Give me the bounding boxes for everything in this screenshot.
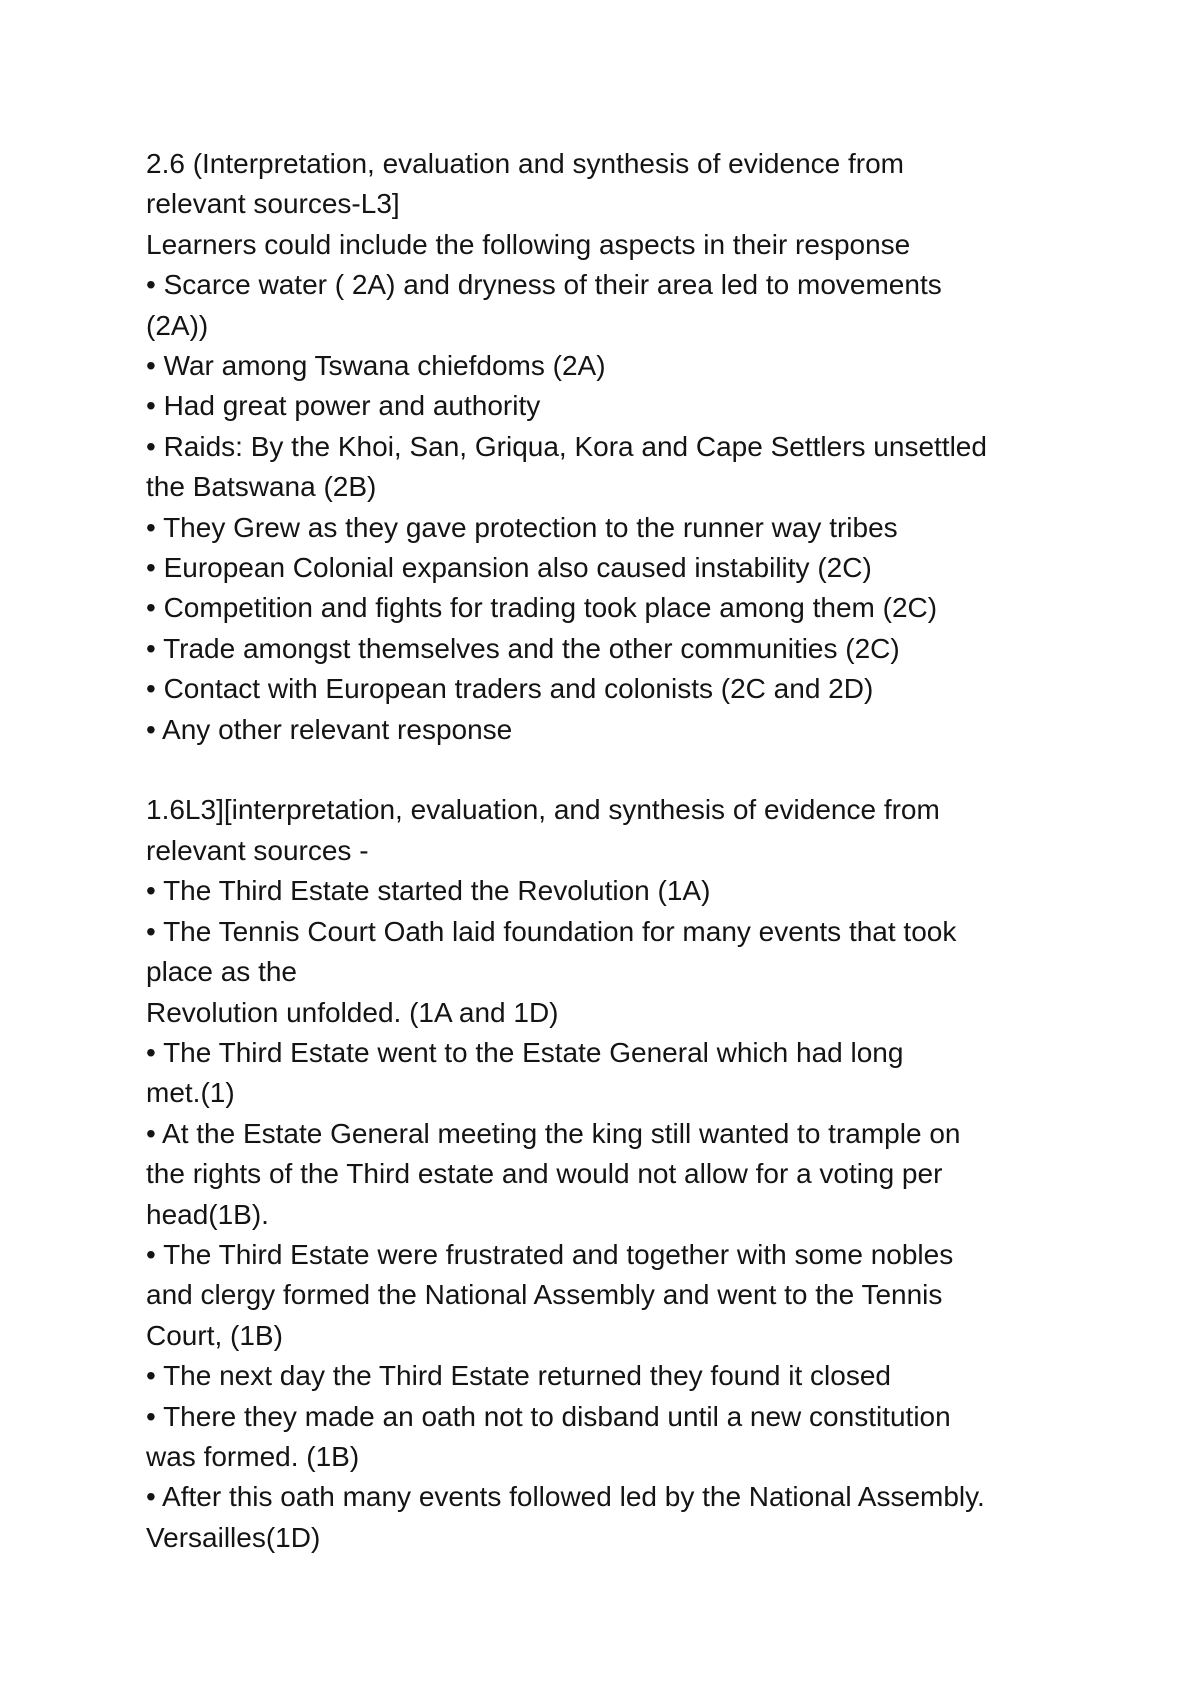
bullet-continuation-line: Versailles(1D) — [146, 1521, 321, 1553]
bullet-line: • Any other relevant response — [146, 713, 513, 745]
bullet-line: • The Third Estate went to the Estate General which had long — [146, 1036, 904, 1068]
section-heading-line: relevant sources - — [146, 834, 369, 866]
bullet-line: • Raids: By the Khoi, San, Griqua, Kora and Cape Settlers unsettled — [146, 430, 987, 462]
bullet-line: • Trade amongst themselves and the other communities (2C) — [146, 632, 900, 664]
section-heading-line: 1.6L3][interpretation, evaluation, and synthesis of evidence from — [146, 794, 940, 826]
bullet-continuation-line: head(1B). — [146, 1198, 269, 1230]
bullet-line: • War among Tswana chiefdoms (2A) — [146, 350, 606, 382]
bullet-continuation-line: place as the — [146, 956, 297, 988]
bullet-line: • At the Estate General meeting the king still wanted to trample on — [146, 1117, 961, 1149]
intro-line: Learners could include the following aspects in their response — [146, 228, 911, 260]
bullet-line: • European Colonial expansion also caused instability (2C) — [146, 552, 872, 584]
section-1-6 — [146, 790, 1086, 1558]
bullet-continuation-line: the rights of the Third estate and would not allow for a voting per — [146, 1158, 943, 1190]
bullet-line: • There they made an oath not to disband until a new constitution — [146, 1400, 951, 1432]
document-body — [146, 144, 1086, 1558]
bullet-continuation-line: Revolution unfolded. (1A and 1D) — [146, 996, 559, 1028]
section-heading-line: relevant sources-L3] — [146, 188, 400, 220]
bullet-line: • Scarce water ( 2A) and dryness of their area led to movements — [146, 269, 942, 301]
bullet-line: • Had great power and authority — [146, 390, 541, 422]
bullet-continuation-line: (2A)) — [146, 309, 209, 341]
bullet-line: • Competition and fights for trading took place among them (2C) — [146, 592, 938, 624]
bullet-continuation-line: was formed. (1B) — [146, 1440, 360, 1472]
bullet-line: • The Third Estate were frustrated and together with some nobles — [146, 1238, 954, 1270]
bullet-line: • After this oath many events followed led by the National Assembly. — [146, 1481, 985, 1513]
bullet-line: • They Grew as they gave protection to the runner way tribes — [146, 511, 898, 543]
bullet-line: • The Tennis Court Oath laid foundation for many events that took — [146, 915, 957, 947]
bullet-continuation-line: met.(1) — [146, 1077, 235, 1109]
section-heading-line: 2.6 (Interpretation, evaluation and synthesis of evidence from — [146, 148, 904, 179]
section-spacer — [146, 750, 1086, 790]
bullet-continuation-line: the Batswana (2B) — [146, 471, 377, 503]
bullet-line: • The next day the Third Estate returned they found it closed — [146, 1360, 891, 1392]
bullet-continuation-line: Court, (1B) — [146, 1319, 283, 1351]
bullet-line: • The Third Estate started the Revolution (1A) — [146, 875, 711, 907]
section-2-6 — [146, 144, 1086, 750]
bullet-continuation-line: and clergy formed the National Assembly and went to the Tennis — [146, 1279, 943, 1311]
bullet-line: • Contact with European traders and colonists (2C and 2D) — [146, 673, 874, 705]
